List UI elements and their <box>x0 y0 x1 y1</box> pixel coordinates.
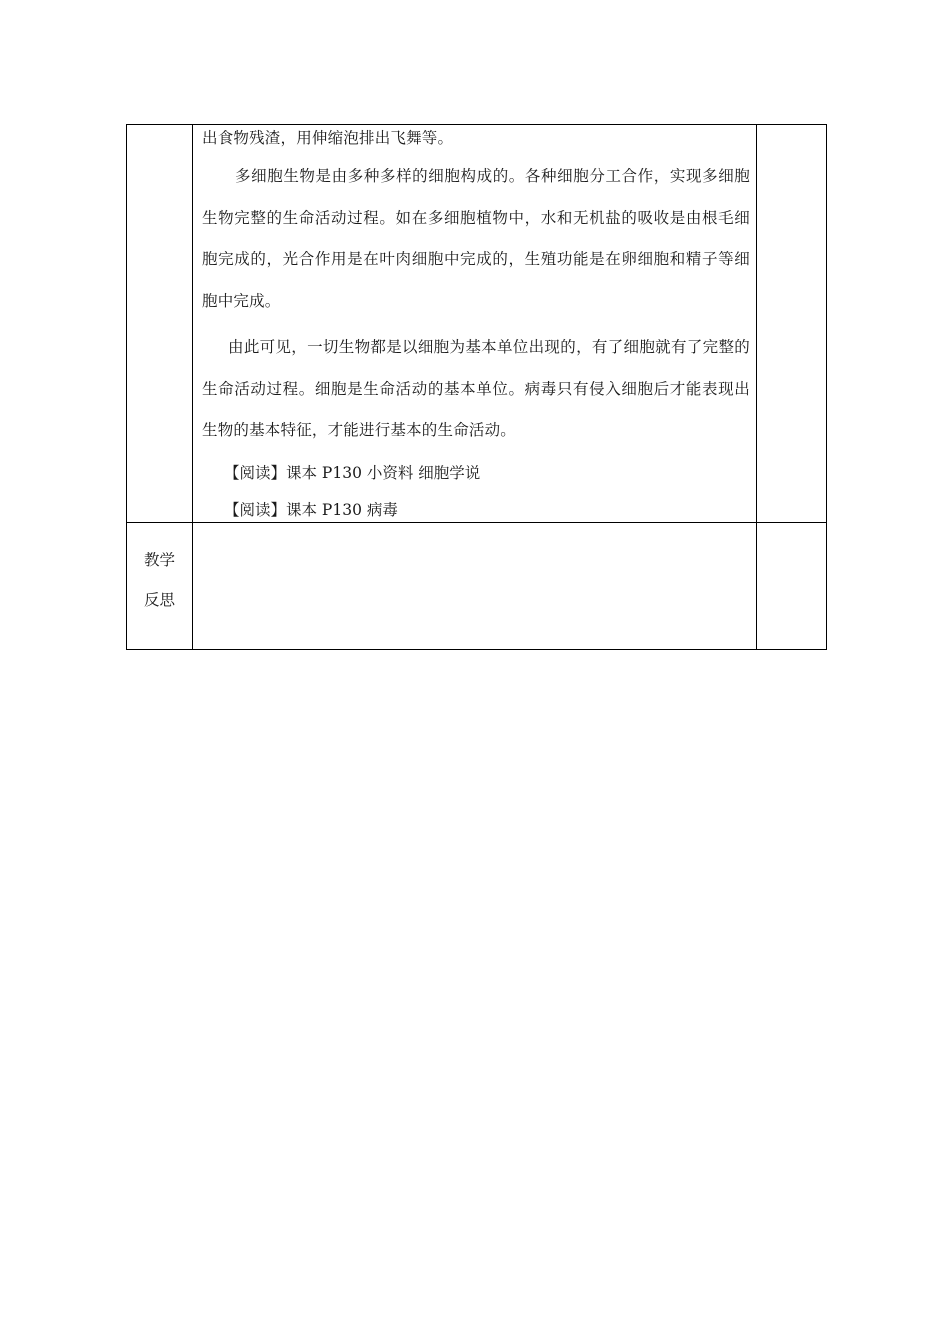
content-cell <box>193 125 757 523</box>
label-cell-empty <box>127 125 193 523</box>
paragraph-continuation: 出食物残渣，用伸缩泡排出飞舞等。 <box>202 129 454 147</box>
reflection-row <box>127 522 827 649</box>
reflection-label-line2: 反思 <box>143 590 175 609</box>
paragraph-conclusion: 由此可见，一切生物都是以细胞为基本单位出现的，有了细胞就有了完整的生命活动过程。细胞是生命活动的基本单位。病毒只有侵入细胞后才能表现出生物的基本特征，才能进行基本的生命活动。 <box>202 338 750 439</box>
reading-note-virus: 【阅读】课本 P130 病毒 <box>224 500 398 519</box>
reflection-label <box>127 540 192 620</box>
paragraph-multicellular: 多细胞生物是由多种多样的细胞构成的。各种细胞分工合作，实现多细胞生物完整的生命活动过程。如在多细胞植物中，水和无机盐的吸收是由根毛细胞完成的，光合作用是在叶肉细胞中完成的，生殖功能是在卵细胞和精子等细胞中完成。 <box>202 167 750 310</box>
reflection-label-line1: 教学 <box>143 550 175 569</box>
content-row <box>127 125 827 523</box>
lesson-plan-table <box>126 124 827 650</box>
reflection-label-cell <box>127 522 193 649</box>
reflection-notes-cell <box>757 522 827 649</box>
reflection-content-cell <box>193 522 757 649</box>
reading-note-cell-theory: 【阅读】课本 P130 小资料 细胞学说 <box>224 463 481 482</box>
notes-cell-empty <box>757 125 827 523</box>
